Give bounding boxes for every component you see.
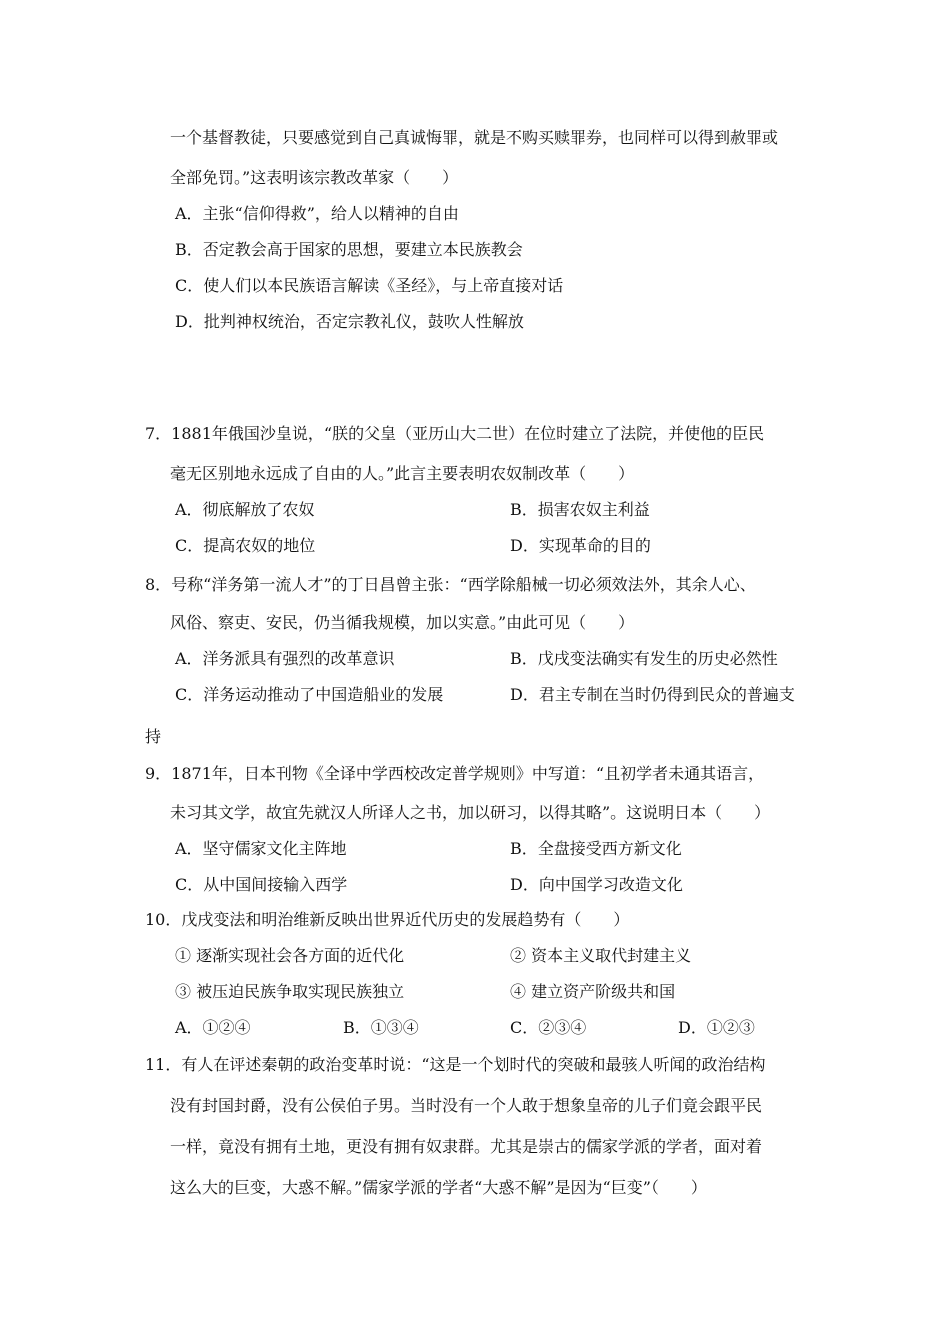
q11-stem-line-2: 没有封国封爵，没有公侯伯子男。当时没有一个人敢于想象皇帝的儿子们竟会跟平民 [170, 1096, 763, 1115]
q6-stem-line-2: 全部免罚。”这表明该宗教改革家（ ） [170, 168, 459, 187]
q8-option-c: C．洋务运动推动了中国造船业的发展 [175, 685, 444, 704]
q7-option-b: B．损害农奴主利益 [510, 500, 650, 519]
q10-stem-line-1: 10．戊戌变法和明治维新反映出世界近代历史的发展趋势有（ ） [145, 910, 630, 929]
q10-item-3: ③ 被压迫民族争取实现民族独立 [175, 982, 405, 1001]
q10-item-4: ④ 建立资产阶级共和国 [510, 982, 676, 1001]
q7-stem-line-1: 7．1881年俄国沙皇说，“朕的父皇（亚历山大二世）在位时建立了法院，并使他的臣民 [145, 424, 765, 443]
q10-option-b: B．①③④ [343, 1018, 419, 1037]
q7-option-c: C．提高农奴的地位 [175, 536, 316, 555]
q7-option-a: A．彻底解放了农奴 [175, 500, 315, 519]
q6-option-d: D．批判神权统治，否定宗教礼仪，鼓吹人性解放 [175, 312, 524, 331]
q9-stem-line-1: 9．1871年，日本刊物《全译中学西校改定普学规则》中写道：“且初学者未通其语言， [145, 764, 765, 783]
q6-option-b: B．否定教会高于国家的思想，要建立本民族教会 [175, 240, 523, 259]
q7-stem-line-2: 毫无区别地永远成了自由的人。”此言主要表明农奴制改革（ ） [170, 464, 635, 483]
q9-stem-line-2: 未习其文学，故宜先就汉人所译人之书，加以研习，以得其略”。这说明日本（ ） [170, 803, 771, 822]
q11-stem-line-1: 11．有人在评述秦朝的政治变革时说：“这是一个划时代的突破和最骇人听闻的政治结构 [145, 1055, 766, 1074]
q8-option-b: B．戊戌变法确实有发生的历史必然性 [510, 649, 778, 668]
q8-option-d-wrap: 持 [145, 727, 162, 746]
q7-option-d: D．实现革命的目的 [510, 536, 651, 555]
q6-option-a: A．主张“信仰得救”，给人以精神的自由 [175, 204, 459, 223]
q10-option-a: A．①②④ [175, 1018, 251, 1037]
q6-option-c: C．使人们以本民族语言解读《圣经》，与上帝直接对话 [175, 276, 564, 295]
q11-stem-line-4: 这么大的巨变，大惑不解。”儒家学派的学者“大惑不解”是因为“巨变”（ ） [170, 1178, 707, 1197]
q9-option-d: D．向中国学习改造文化 [510, 875, 683, 894]
q9-option-b: B．全盘接受西方新文化 [510, 839, 682, 858]
q9-option-c: C．从中国间接输入西学 [175, 875, 348, 894]
q6-stem-line-1: 一个基督教徒，只要感觉到自己真诚悔罪，就是不购买赎罪券，也同样可以得到赦罪或 [170, 128, 779, 147]
q10-item-1: ① 逐渐实现社会各方面的近代化 [175, 946, 405, 965]
q10-option-c: C．②③④ [510, 1018, 587, 1037]
q9-option-a: A．坚守儒家文化主阵地 [175, 839, 347, 858]
q8-option-a: A．洋务派具有强烈的改革意识 [175, 649, 395, 668]
q8-stem-line-1: 8．号称“洋务第一流人才”的丁日昌曾主张：“西学除船械一切必须效法外，其余人心、 [145, 575, 756, 594]
q8-stem-line-2: 风俗、察吏、安民，仍当循我规模，加以实意。”由此可见（ ） [170, 613, 635, 632]
q10-option-d: D．①②③ [678, 1018, 755, 1037]
q11-stem-line-3: 一样，竟没有拥有土地，更没有拥有奴隶群。尤其是崇古的儒家学派的学者，面对着 [170, 1137, 763, 1156]
q10-item-2: ② 资本主义取代封建主义 [510, 946, 692, 965]
q8-option-d: D．君主专制在当时仍得到民众的普遍支 [510, 685, 795, 704]
